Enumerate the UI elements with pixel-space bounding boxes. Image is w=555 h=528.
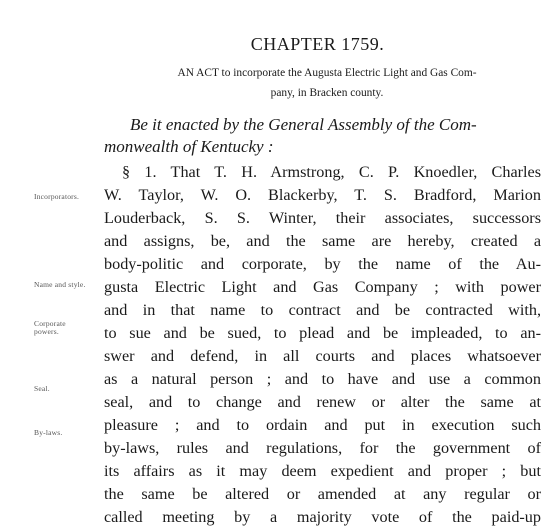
body-text-line: gusta Electric Light and Gas Company ; with power <box>104 278 541 296</box>
margin-note-incorporators: Incorporators. <box>34 192 80 201</box>
act-title-line: AN ACT to incorporate the Augusta Electric Light and Gas Com- <box>177 67 477 79</box>
body-text-line: seal, and to change and renew or alter the same at <box>104 393 541 411</box>
body-text-line: as a natural person ; and to have and use a common <box>104 370 541 388</box>
body-text-line: the same be altered or amended at any regular or <box>104 485 541 503</box>
body-text-line: § 1. That T. H. Armstrong, C. P. Knoedler, Charles <box>122 163 541 181</box>
margin-note-seal: Seal. <box>34 384 50 393</box>
body-text-line: body-politic and corporate, by the name of the Au- <box>104 255 541 273</box>
margin-note-line: Corporate <box>34 319 66 328</box>
body-text-line: and assigns, be, and the same are hereby, created a <box>104 232 541 250</box>
body-text-line: W. Taylor, W. O. Blackerby, T. S. Bradford, Marion <box>104 186 541 204</box>
margin-note-by-laws: By-laws. <box>34 428 63 437</box>
body-text-line: and in that name to contract and be contracted with, <box>104 301 541 319</box>
margin-note-line: powers. <box>34 327 59 336</box>
margin-note-corporate-powers <box>34 320 110 336</box>
body-text-line: to sue and be sued, to plead and be impleaded, to an- <box>104 324 541 342</box>
body-text-line: swer and defend, in all courts and places whatsoever <box>104 347 541 365</box>
enacting-clause <box>104 114 540 158</box>
body-text-line: by-laws, rules and regulations, for the government of <box>104 439 541 457</box>
body-text-line: pleasure ; and to ordain and put in execution such <box>104 416 541 434</box>
act-title <box>114 63 540 103</box>
body-text-line: Louderback, S. S. Winter, their associates, successors <box>104 209 541 227</box>
enacting-clause-line: monwealth of Kentucky : <box>104 137 274 156</box>
chapter-heading: CHAPTER 1759. <box>250 34 385 54</box>
margin-note-name-and-style: Name and style. <box>34 280 86 289</box>
enacting-clause-line: Be it enacted by the General Assembly of the Com- <box>130 115 477 134</box>
act-title-line: pany, in Bracken county. <box>270 87 384 99</box>
body-text-line: called meeting by a majority vote of the paid-up <box>104 508 541 526</box>
body-text-line: its affairs as it may deem expedient and proper ; but <box>104 462 541 480</box>
